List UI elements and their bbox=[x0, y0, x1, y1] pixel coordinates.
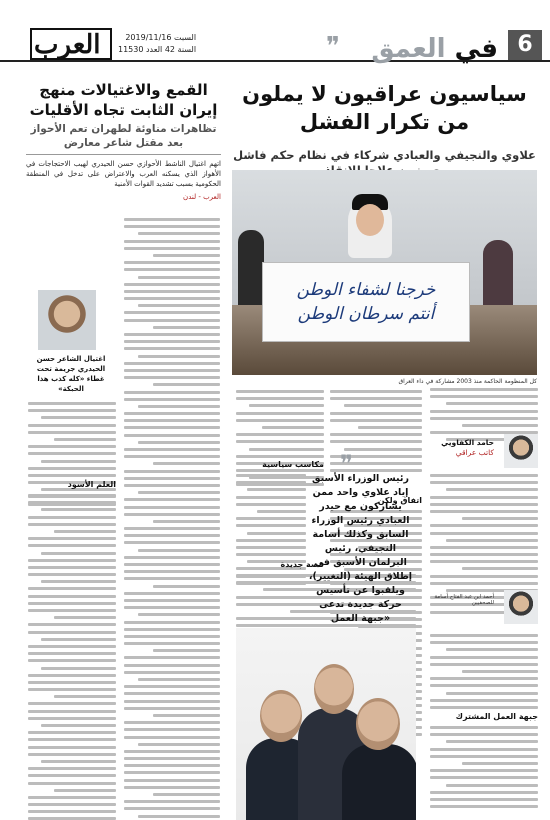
author-avatar bbox=[504, 434, 538, 468]
author-role: كاتب عراقي bbox=[455, 448, 494, 457]
section-title-word-1: في bbox=[454, 34, 498, 64]
main-subhead-4: جبهة العمل المشترك bbox=[455, 712, 538, 721]
left-story bbox=[26, 80, 221, 201]
issue-info bbox=[118, 32, 196, 56]
author-name: حامد الكفاويي bbox=[441, 438, 494, 447]
left-subhead-1: العلم الأسود bbox=[67, 480, 116, 489]
left-body-column-2b bbox=[28, 494, 116, 820]
main-body-column-1d bbox=[430, 726, 538, 812]
poet-photo bbox=[38, 290, 96, 350]
second-author-avatar bbox=[504, 590, 538, 624]
masthead bbox=[0, 0, 550, 62]
left-headline: القمع والاغتيالات منهج إيران الثابت تجاه الأقليات bbox=[29, 81, 218, 119]
protest-sign bbox=[262, 262, 470, 342]
left-body-column-1 bbox=[124, 218, 220, 820]
main-subhead-1: اتفاق ولكن bbox=[377, 496, 422, 505]
second-author-caption: أحمد ابن عبد الفتاح أسامة للصحفيين bbox=[434, 594, 494, 606]
main-body-column-1c bbox=[430, 634, 538, 713]
sign-line-2: أنتم سرطان الوطن bbox=[297, 304, 435, 324]
protester-woman bbox=[340, 190, 400, 270]
main-subheadline: علاوي والنجيفي والعبادي شركاء في نظام حكم فاشل bbox=[233, 148, 536, 162]
left-subheadline: تظاهرات مناوئة لطهران تعم الأحواز بعد مقتل شاعر معارض bbox=[30, 123, 217, 149]
left-lede: اتهم اغتيال الناشط الأحوازي حسن الحيدري لهيب الاحتجاجات في الأهواز الذي يسكنه العرب والاعتراض على تدخل في المنطقة الحكومية بسبب تشديد القوات الأمنية bbox=[26, 160, 221, 188]
page-number: 6 bbox=[508, 30, 542, 60]
poet-photo-caption: اغتيال الشاعر حسن الحيدري جريمة تحت غطاء «كله كذب هذا الحبكة» bbox=[36, 355, 106, 393]
quote-icon: ❞ bbox=[340, 450, 353, 478]
issue-date: السبت 2019/11/16 bbox=[125, 33, 197, 42]
main-subhead-3: قصة جديدة bbox=[280, 560, 324, 569]
newspaper-logo: العرب bbox=[34, 30, 101, 60]
divider bbox=[26, 154, 221, 155]
photo-caption: كل المنظومة الحاكمة منذ 2003 مشاركة في داء العراق bbox=[398, 378, 537, 385]
section-title-word-2: العمق bbox=[371, 34, 446, 64]
section-title bbox=[371, 34, 498, 64]
pull-quote: رئيس الوزراء الأسبق إياد علاوي واحد ممن يشاركون مع حيدر العبادي رئيس الوزراء السابق وكذلك أسامة النجيفي، رئيس البرلمان الأسبق في إطلاق الهيئة (التغيير)، ويلقبوا عن تأسيس حركة جديدة تدعى «جبهة العمل bbox=[308, 473, 413, 624]
issue-number: السنة 42 العدد 11530 bbox=[118, 45, 197, 54]
quote-icon: ❞ bbox=[326, 32, 340, 62]
left-byline: العرب - لندن bbox=[183, 193, 221, 201]
main-subhead-2: مكاسب سياسية bbox=[262, 460, 324, 469]
politicians-photo bbox=[236, 628, 416, 820]
main-headline: سياسيون عراقيون لا يملون من تكرار الفشل bbox=[242, 82, 527, 134]
main-body-column-3b bbox=[236, 474, 306, 589]
protest-photo bbox=[232, 170, 537, 375]
sign-line-1: خرجنا لشفاء الوطن bbox=[296, 280, 436, 300]
